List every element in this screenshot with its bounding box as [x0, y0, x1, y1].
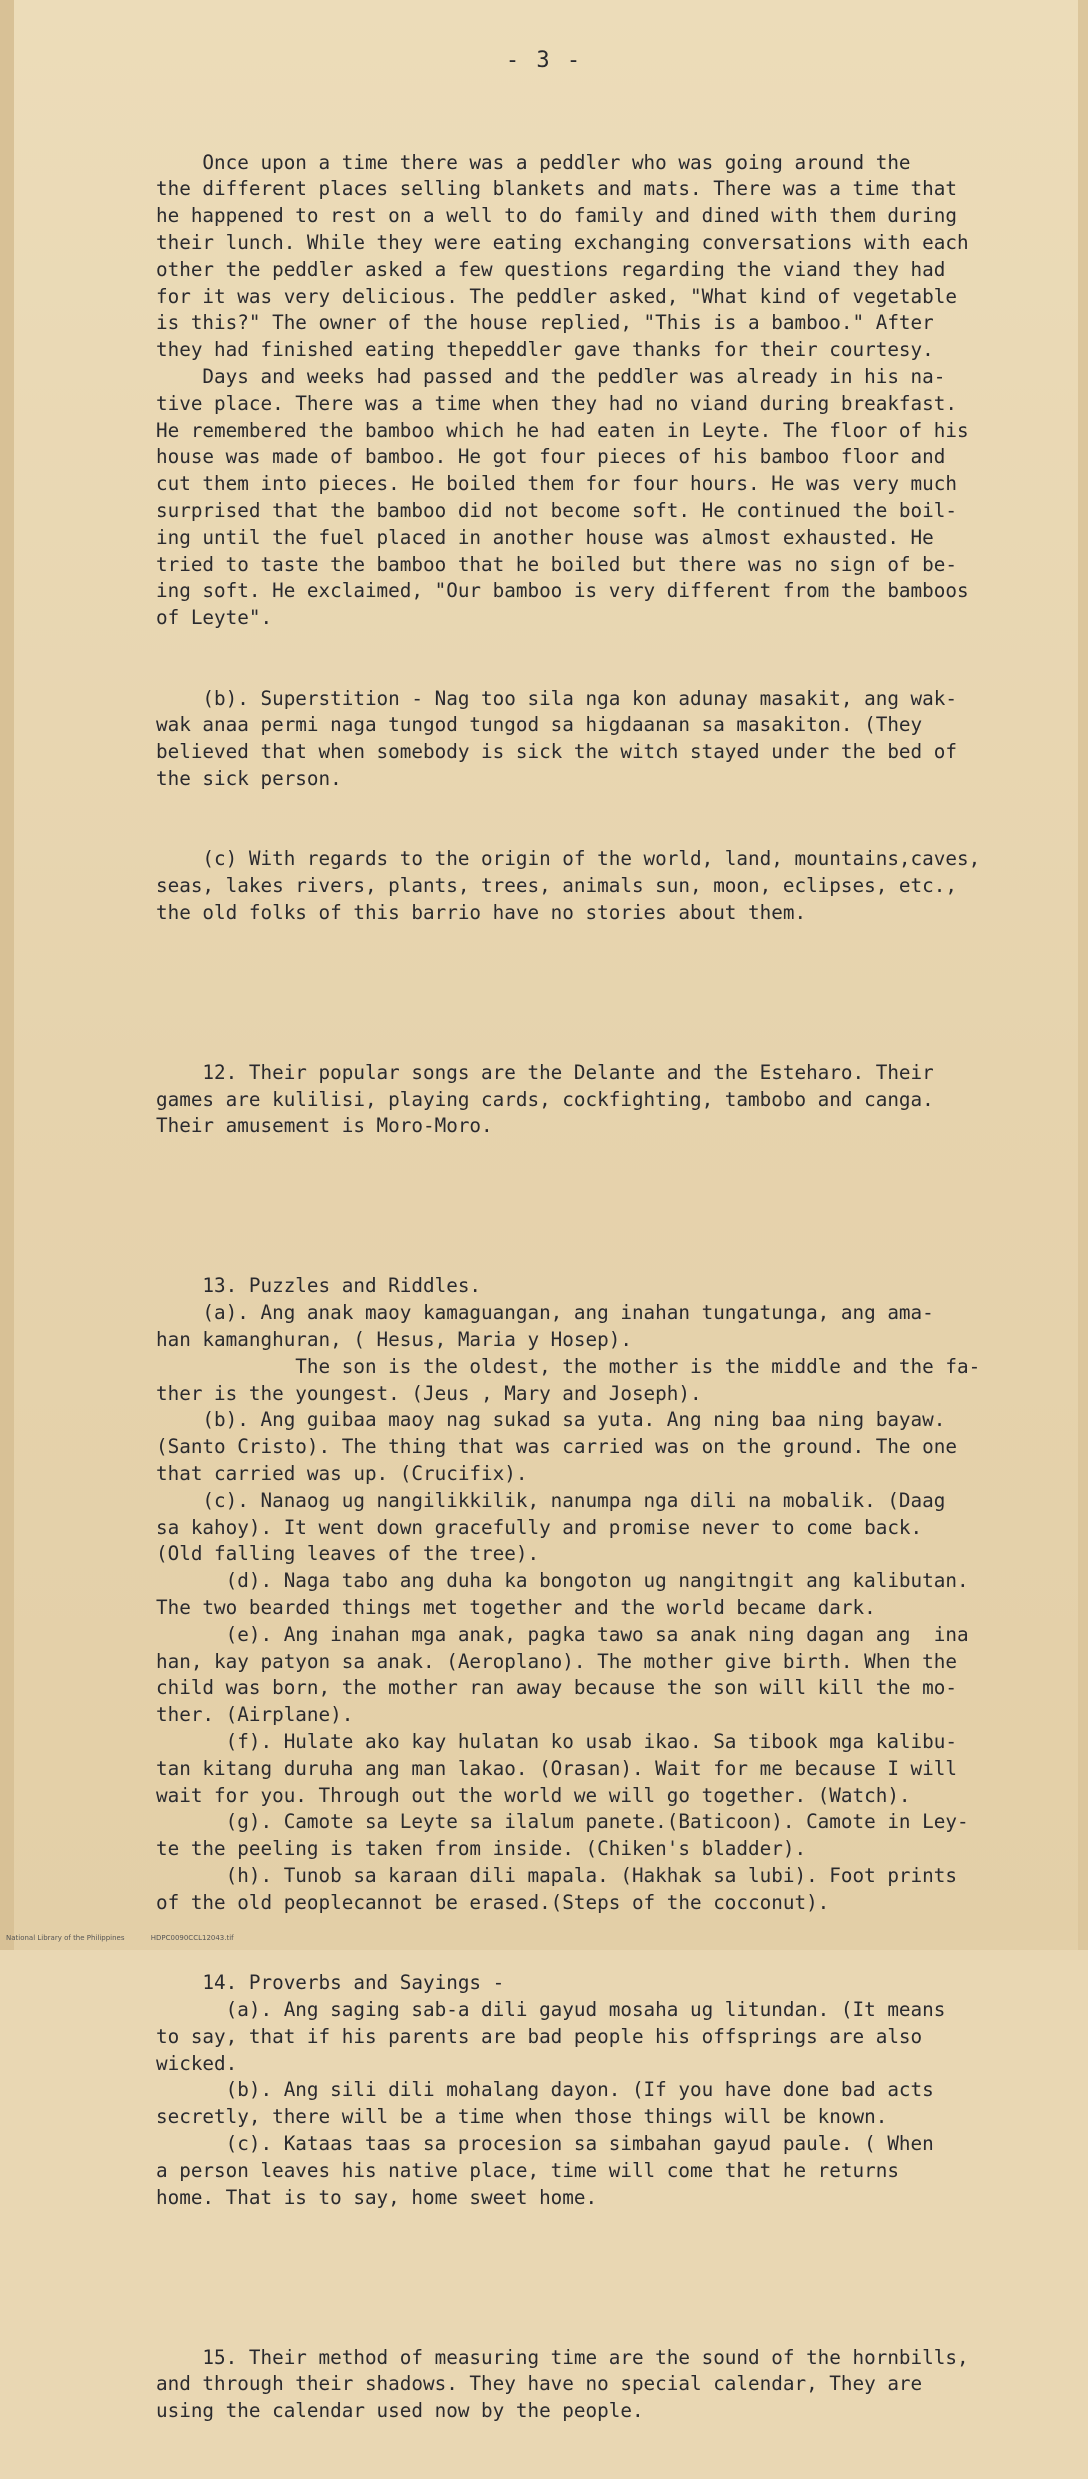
text-line: The son is the oldest, the mother is the middle and the fa- — [156, 1354, 981, 1378]
text-line: using the calendar used now by the people. — [156, 2399, 644, 2423]
text-line: seas, lakes rivers, plants, trees, animals sun, moon, eclipses, etc., — [156, 874, 957, 898]
text-line: believed that when somebody is sick the witch stayed under the bed of — [156, 740, 957, 764]
text-line: 15. Their method of measuring time are the sound of the hornbills, — [156, 2345, 969, 2369]
section-gap — [156, 980, 1036, 1006]
section-gap — [156, 1194, 1036, 1220]
text-line: wak anaa permi naga tungod tungod sa higdaanan sa masakiton. (They — [156, 713, 923, 737]
text-line: ther. (Airplane). — [156, 1703, 354, 1727]
text-line: wait for you. Through out the world we will go together. (Watch). — [156, 1783, 911, 1807]
text-line: he happened to rest on a well to do family and dined with them during — [156, 204, 957, 228]
text-line: (a). Ang anak maoy kamaguangan, ang inahan tungatunga, ang ama- — [156, 1301, 934, 1325]
paragraph-origin — [156, 846, 1036, 926]
text-line: (h). Tunob sa karaan dili mapala. (Hakhak sa lubi). Foot prints — [156, 1864, 957, 1887]
text-line: Days and weeks had passed and the peddler was already in his na- — [156, 364, 946, 388]
text-line: 14. Proverbs and Sayings - — [156, 1971, 505, 1995]
text-line: tive place. There was a time when they had no viand during breakfast. — [156, 391, 957, 415]
text-line: ing until the fuel placed in another house was almost exhausted. He — [156, 525, 934, 549]
text-line: the different places selling blankets and mats. There was a time that — [156, 177, 957, 201]
paper-edge-right — [1078, 0, 1088, 1950]
text-line: child was born, the mother ran away because the son will kill the mo- — [156, 1676, 957, 1700]
text-line: (f). Hulate ako kay hulatan ko usab ikao. Sa tibook mga kalibu- — [156, 1730, 957, 1754]
text-line: 12. Their popular songs are the Delante and the Esteharo. Their — [156, 1060, 934, 1084]
text-line: to say, that if his parents are bad people his offsprings are also — [156, 2024, 923, 2048]
footer-library: National Library of the Philippines — [6, 1934, 125, 1942]
text-line: for it was very delicious. The peddler asked, "What kind of vegetable — [156, 284, 957, 308]
text-line: (c). Kataas taas sa procesion sa simbahan gayud paule. ( When — [156, 2131, 934, 2155]
text-line: ing soft. He exclaimed, "Our bamboo is very different from the bamboos — [156, 579, 969, 603]
text-line: 13. Puzzles and Riddles. — [156, 1274, 482, 1298]
text-line: cut them into pieces. He boiled them for four hours. He was very much — [156, 472, 957, 496]
text-line: te the peeling is taken from inside. (Chiken's bladder). — [156, 1837, 807, 1861]
section-gap — [156, 2265, 1036, 2291]
section-15-time — [156, 2345, 1036, 2425]
text-line: (Santo Cristo). The thing that was carried was on the ground. The one — [156, 1435, 957, 1459]
paper-edge-left — [0, 0, 14, 1950]
text-line: of the old peoplecannot be erased.(Steps of the cocconut). — [156, 1890, 830, 1914]
footer-file-id: HDPC0090CCL12043.tif — [150, 1934, 234, 1942]
text-line: (d). Naga tabo ang duha ka bongoton ug nangitngit ang kalibutan. — [156, 1569, 969, 1593]
text-line: is this?" The owner of the house replied, "This is a bamboo." After — [156, 311, 934, 335]
text-line: (e). Ang inahan mga anak, pagka tawo sa anak ning dagan ang ina — [156, 1622, 969, 1646]
text-line: the old folks of this barrio have no stories about them. — [156, 900, 807, 924]
page-number: - 3 - — [505, 48, 583, 73]
text-line: (b). Ang sili dili mohalang dayon. (If you have done bad acts — [156, 2078, 934, 2102]
section-14-proverbs — [156, 1970, 1036, 2211]
section-12-songs-games — [156, 1060, 1036, 1140]
text-line: of Leyte". — [156, 606, 273, 630]
text-line: and through their shadows. They have no special calendar, They are — [156, 2372, 923, 2396]
scan-footer — [6, 1934, 258, 1942]
text-line: ther is the youngest. (Jeus , Mary and Joseph). — [156, 1381, 702, 1405]
text-line: they had finished eating thepeddler gave thanks for their courtesy. — [156, 338, 934, 362]
paragraph-superstition — [156, 686, 1036, 793]
text-line: home. That is to say, home sweet home. — [156, 2185, 598, 2209]
paragraph-folktale — [156, 150, 1036, 632]
text-line: tried to taste the bamboo that he boiled but there was no sign of be- — [156, 552, 957, 576]
text-line: sa kahoy). It went down gracefully and promise never to come back. — [156, 1515, 923, 1539]
text-line: Once upon a time there was a peddler who was going around the — [156, 150, 911, 174]
text-line: games are kulilisi, playing cards, cockfighting, tambobo and canga. — [156, 1087, 934, 1111]
text-line: (b). Superstition - Nag too sila nga kon adunay masakit, ang wak- — [156, 686, 957, 710]
text-line: their lunch. While they were eating exchanging conversations with each — [156, 230, 969, 254]
text-line: other the peddler asked a few questions regarding the viand they had — [156, 257, 946, 281]
text-line: house was made of bamboo. He got four pieces of his bamboo floor and — [156, 445, 946, 469]
text-line: han, kay patyon sa anak. (Aeroplano). The mother give birth. When the — [156, 1649, 957, 1673]
text-line: (g). Camote sa Leyte sa ilalum panete.(Baticoon). Camote in Ley- — [156, 1810, 969, 1834]
text-line: Their amusement is Moro-Moro. — [156, 1114, 493, 1138]
text-line: (a). Ang saging sab-a dili gayud mosaha ug litundan. (It means — [156, 1997, 946, 2021]
text-line: the sick person. — [156, 766, 342, 790]
text-line: secretly, there will be a time when those things will be known. — [156, 2105, 888, 2129]
text-line: han kamanghuran, ( Hesus, Maria y Hosep). — [156, 1328, 632, 1352]
section-13-riddles — [156, 1273, 1036, 1916]
text-line: tan kitang duruha ang man lakao. (Orasan). Wait for me because I will — [156, 1756, 957, 1780]
text-line: The two bearded things met together and the world became dark. — [156, 1596, 876, 1620]
text-line: He remembered the bamboo which he had eaten in Leyte. The floor of his — [156, 418, 969, 442]
text-line: (c). Nanaog ug nangilikkilik, nanumpa nga dili na mobalik. (Daag — [156, 1488, 946, 1512]
text-line: wicked. — [156, 2051, 238, 2075]
text-line: (c) With regards to the origin of the world, land, mountains,caves, — [156, 847, 981, 871]
text-line: (b). Ang guibaa maoy nag sukad sa yuta. Ang ning baa ning bayaw. — [156, 1408, 946, 1432]
text-line: that carried was up. (Crucifix). — [156, 1462, 528, 1486]
text-line: a person leaves his native place, time will come that he returns — [156, 2158, 899, 2182]
text-line: (Old falling leaves of the tree). — [156, 1542, 540, 1566]
text-line: surprised that the bamboo did not become soft. He continued the boil- — [156, 498, 957, 522]
typewritten-body — [156, 96, 1036, 2479]
